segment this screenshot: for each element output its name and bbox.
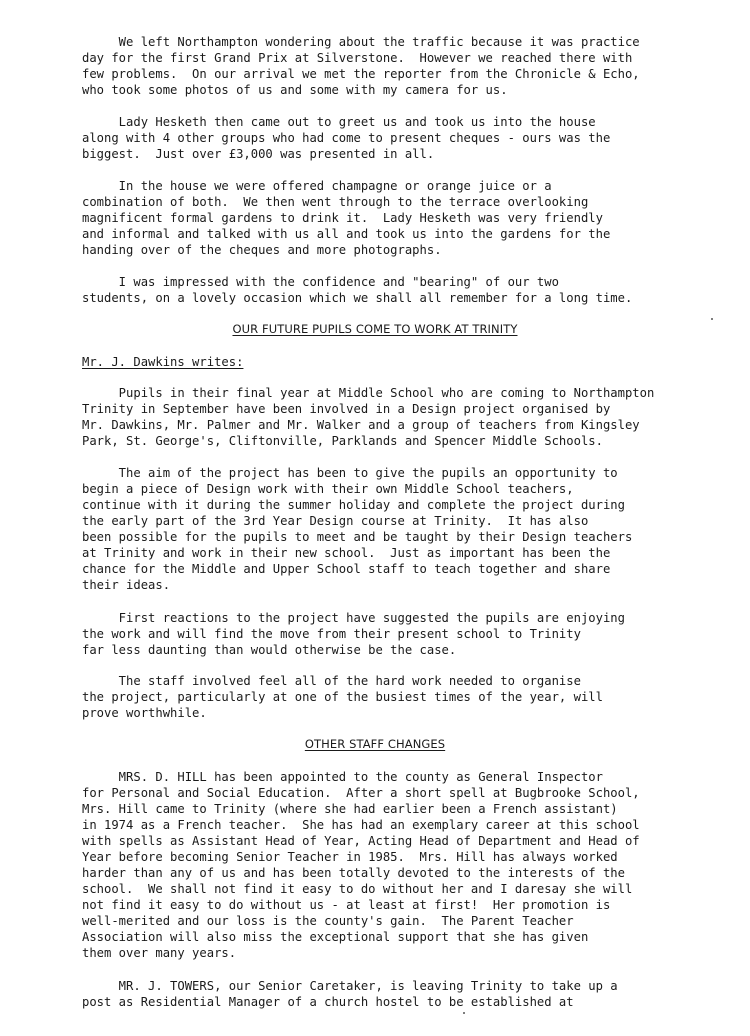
text-line: Lady Hesketh then came out to greet us and took us into the house bbox=[82, 115, 596, 129]
text-line: few problems. On our arrival we met the reporter from the Chronicle & Echo, bbox=[82, 67, 640, 81]
text-line: First reactions to the project have suggested the pupils are enjoying bbox=[82, 611, 625, 625]
text-line: MRS. D. HILL has been appointed to the county as General Inspector bbox=[82, 770, 603, 784]
paragraph-project-aim bbox=[82, 465, 742, 593]
paragraph-first-reactions bbox=[82, 610, 742, 658]
scan-speck bbox=[463, 1012, 465, 1014]
text-line: Park, St. George's, Cliftonville, Parklands and Spencer Middle Schools. bbox=[82, 434, 603, 448]
text-line: biggest. Just over £3,000 was presented in all. bbox=[82, 147, 435, 161]
paragraph-departure bbox=[82, 34, 742, 98]
text-line: Mrs. Hill came to Trinity (where she had earlier been a French assistant) bbox=[82, 802, 618, 816]
paragraph-champagne bbox=[82, 178, 742, 258]
text-line: students, on a lovely occasion which we shall all remember for a long time. bbox=[82, 291, 633, 305]
text-line: the early part of the 3rd Year Design course at Trinity. It has also bbox=[82, 514, 589, 528]
text-line: magnificent formal gardens to drink it. Lady Hesketh was very friendly bbox=[82, 211, 603, 225]
text-line: the project, particularly at one of the busiest times of the year, will bbox=[82, 690, 603, 704]
text-line: not find it easy to do without us - at least at first! Her promotion is bbox=[82, 898, 611, 912]
paragraph-mr-towers bbox=[82, 978, 742, 1010]
text-line: combination of both. We then went through to the terrace overlooking bbox=[82, 195, 589, 209]
text-line: Trinity in September have been involved in a Design project organised by bbox=[82, 402, 611, 416]
text-line: chance for the Middle and Upper School staff to teach together and share bbox=[82, 562, 611, 576]
text-line: The staff involved feel all of the hard work needed to organise bbox=[82, 674, 581, 688]
text-line: day for the first Grand Prix at Silverstone. However we reached there with bbox=[82, 51, 633, 65]
text-line: for Personal and Social Education. After a short spell at Bugbrooke School, bbox=[82, 786, 640, 800]
paragraph-impressed bbox=[82, 274, 742, 306]
text-line: school. We shall not find it easy to do without her and I daresay she will bbox=[82, 882, 633, 896]
text-line: Pupils in their final year at Middle School who are coming to Northampton bbox=[82, 386, 655, 400]
text-line: Association will also miss the exceptional support that she has given bbox=[82, 930, 589, 944]
text-line: at Trinity and work in their new school. Just as important has been the bbox=[82, 546, 611, 560]
text-line: who took some photos of us and some with my camera for us. bbox=[82, 83, 508, 97]
text-line: We left Northampton wondering about the traffic because it was practice bbox=[82, 35, 640, 49]
text-line: with spells as Assistant Head of Year, Acting Head of Department and Head of bbox=[82, 834, 640, 848]
paragraph-staff-involved bbox=[82, 673, 742, 721]
heading-text: OTHER STAFF CHANGES bbox=[304, 737, 446, 751]
text-line: In the house we were offered champagne or orange juice or a bbox=[82, 179, 552, 193]
text-line: handing over of the cheques and more photographs. bbox=[82, 243, 442, 257]
text-line: far less daunting than would otherwise be the case. bbox=[82, 643, 457, 657]
text-line: continue with it during the summer holiday and complete the project during bbox=[82, 498, 625, 512]
text-line: I was impressed with the confidence and "bearing" of our two bbox=[82, 275, 559, 289]
text-line: post as Residential Manager of a church hostel to be established at bbox=[82, 995, 574, 1009]
text-line: begin a piece of Design work with their own Middle School teachers, bbox=[82, 482, 574, 496]
text-line: The aim of the project has been to give the pupils an opportunity to bbox=[82, 466, 618, 480]
text-line: their ideas. bbox=[82, 578, 171, 592]
text-line: in 1974 as a French teacher. She has had an exemplary career at this school bbox=[82, 818, 640, 832]
text-line: Year before becoming Senior Teacher in 1985. Mrs. Hill has always worked bbox=[82, 850, 618, 864]
paragraph-design-project bbox=[82, 385, 742, 449]
byline-dawkins: Mr. J. Dawkins writes: bbox=[82, 355, 244, 369]
text-line: and informal and talked with us all and took us into the gardens for the bbox=[82, 227, 611, 241]
scan-speck bbox=[711, 318, 713, 320]
text-line: Mr. Dawkins, Mr. Palmer and Mr. Walker and a group of teachers from Kingsley bbox=[82, 418, 640, 432]
text-line: along with 4 other groups who had come to present cheques - ours was the bbox=[82, 131, 611, 145]
paragraph-lady-hesketh-greeting bbox=[82, 114, 742, 162]
heading-text: OUR FUTURE PUPILS COME TO WORK AT TRINITY bbox=[232, 322, 518, 336]
text-line: them over many years. bbox=[82, 946, 237, 960]
paragraph-mrs-hill bbox=[82, 769, 742, 961]
text-line: prove worthwhile. bbox=[82, 706, 207, 720]
text-line: harder than any of us and has been totally devoted to the interests of the bbox=[82, 866, 625, 880]
text-line: MR. J. TOWERS, our Senior Caretaker, is leaving Trinity to take up a bbox=[82, 979, 618, 993]
section-heading-future-pupils bbox=[0, 321, 750, 337]
section-heading-staff-changes bbox=[0, 736, 750, 752]
text-line: the work and will find the move from their present school to Trinity bbox=[82, 627, 581, 641]
text-line: well-merited and our loss is the county's gain. The Parent Teacher bbox=[82, 914, 574, 928]
text-line: been possible for the pupils to meet and be taught by their Design teachers bbox=[82, 530, 633, 544]
